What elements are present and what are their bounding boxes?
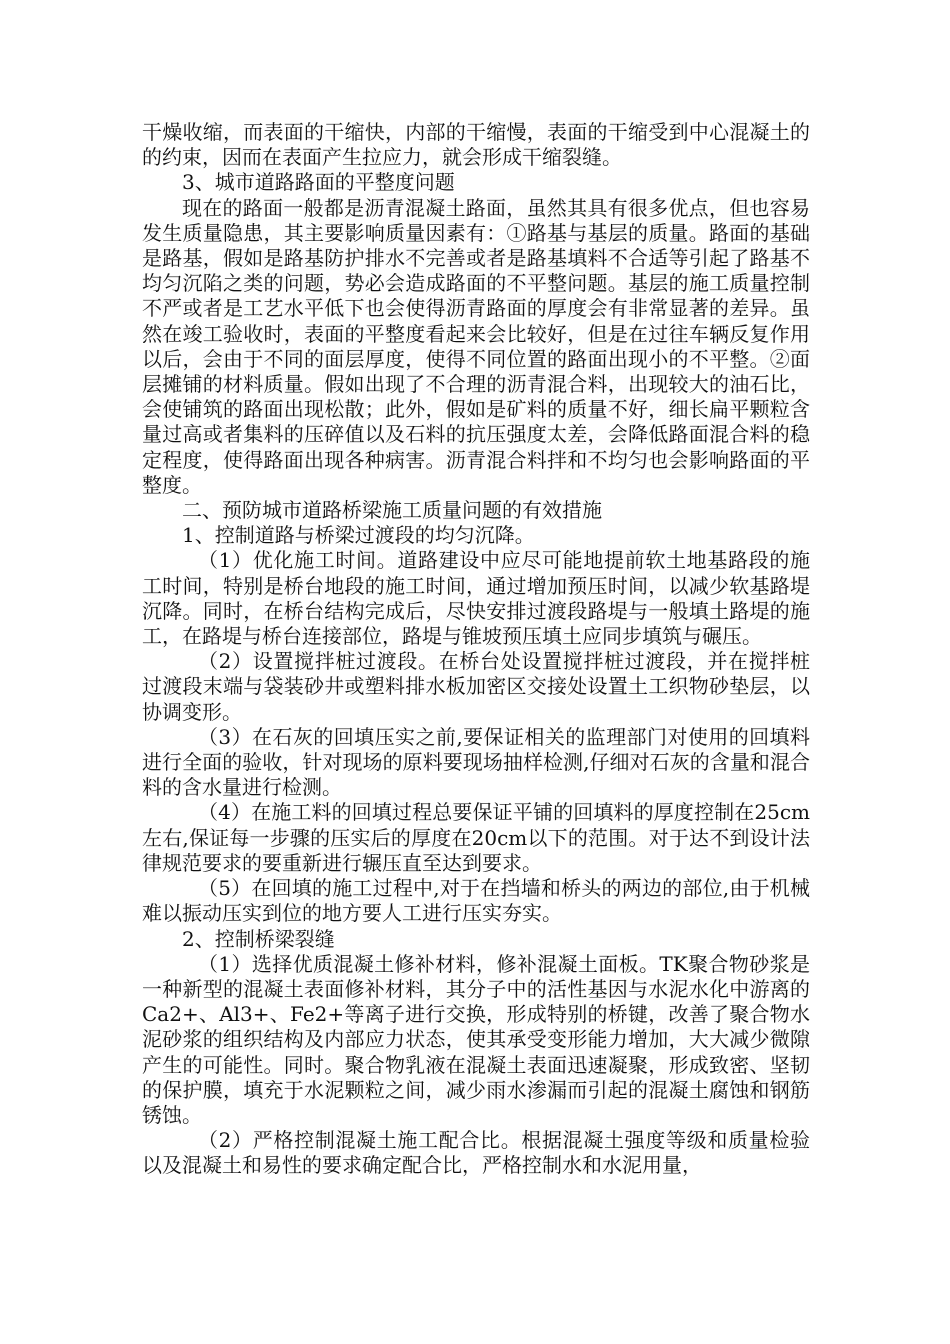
paragraph-lime-backfill: （3）在石灰的回填压实之前,要保证相关的监理部门对使用的回填料进行全面的验收，针对现场的原料要现场抽样检测,仔细对石灰的含量和混合料的含水量进行检测。 [142,724,810,800]
heading-transition-settlement: 1、控制道路与桥梁过渡段的均匀沉降。 [182,523,535,548]
paragraph-optimize-time: （1）优化施工时间。道路建设中应尽可能地提前软土地基路段的施工时间，特别是桥台地段的施工时间，通过增加预压时间，以减少软基路堤沉降。同时，在桥台结构完成后，尽快安排过渡段路堤与一般填土路堤的施工，在路堤与桥台连接部位，路堤与锥坡预压填土应同步填筑与碾压。 [142,548,810,649]
paragraph-repair-material: （1）选择优质混凝土修补材料，修补混凝土面板。TK聚合物砂浆是一种新型的混凝土表面修补材料，其分子中的活性基因与水泥水化中游离的Ca2+、Al3+、Fe2+等离子进行交换，形成特别的桥键，改善了聚合物水泥砂浆的组织结构及内部应力状态，使其承受变形能力增加，大大减少微隙产生的可能性。同时。聚合物乳液在混凝土表面迅速凝聚，形成致密、坚韧的保护膜，填充于水泥颗粒之间，减少雨水渗漏而引起的混凝土腐蚀和钢筋锈蚀。 [142,951,810,1127]
heading-preventive-measures: 二、预防城市道路桥梁施工质量问题的有效措施 [182,498,602,523]
paragraph-mix-ratio: （2）严格控制混凝土施工配合比。根据混凝土强度等级和质量检验以及混凝土和易性的要求确定配合比，严格控制水和水泥用量， [142,1128,810,1178]
paragraph-asphalt-quality: 现在的路面一般都是沥青混凝土路面，虽然其具有很多优点，但也容易发生质量隐患，其主要影响质量因素有：①路基与基层的质量。路面的基础是路基，假如是路基防护排水不完善或者是路基填料不合适等引起了路基不均匀沉陷之类的问题，势必会造成路面的不平整问题。基层的施工质量控制不严或者是工艺水平低下也会使得沥青路面的厚度会有非常显著的差异。虽然在竣工验收时，表面的平整度看起来会比较好，但是在过往车辆反复作用以后，会由于不同的面层厚度，使得不同位置的路面出现小的不平整。②面层摊铺的材料质量。假如出现了不合理的沥青混合料，出现较大的油石比，会使铺筑的路面出现松散；此外，假如是矿料的质量不好，细长扁平颗粒含量过高或者集料的压碎值以及石料的抗压强度太差，会降低路面混合料的稳定程度，使得路面出现各种病害。沥青混合料拌和不均匀也会影响路面的平整度。 [142,195,810,497]
paragraph-mixing-pile: （2）设置搅拌桩过渡段。在桥台处设置搅拌桩过渡段，并在搅拌桩过渡段末端与袋装砂井或塑料排水板加密区交接处设置土工织物砂垫层，以协调变形。 [142,649,810,724]
document-page [142,120,810,1179]
paragraph-backfill-thickness: （4）在施工料的回填过程总要保证平铺的回填料的厚度控制在25cm左右,保证每一步骤的压实后的厚度在20cm以下的范围。对于达不到设计法律规范要求的要重新进行辗压直至达到要求。 [142,800,810,875]
heading-bridge-cracks: 2、控制桥梁裂缝 [182,926,335,951]
heading-road-flatness: 3、城市道路路面的平整度问题 [182,170,455,195]
paragraph-shrinkage-cracks: 干燥收缩，而表面的干缩快，内部的干缩慢，表面的干缩受到中心混凝土的的约束，因而在表面产生拉应力，就会形成干缩裂缝。 [142,120,810,170]
paragraph-manual-compaction: （5）在回填的施工过程中,对于在挡墙和桥头的两边的部位,由于机械难以振动压实到位的地方要人工进行压实夯实。 [142,876,810,926]
